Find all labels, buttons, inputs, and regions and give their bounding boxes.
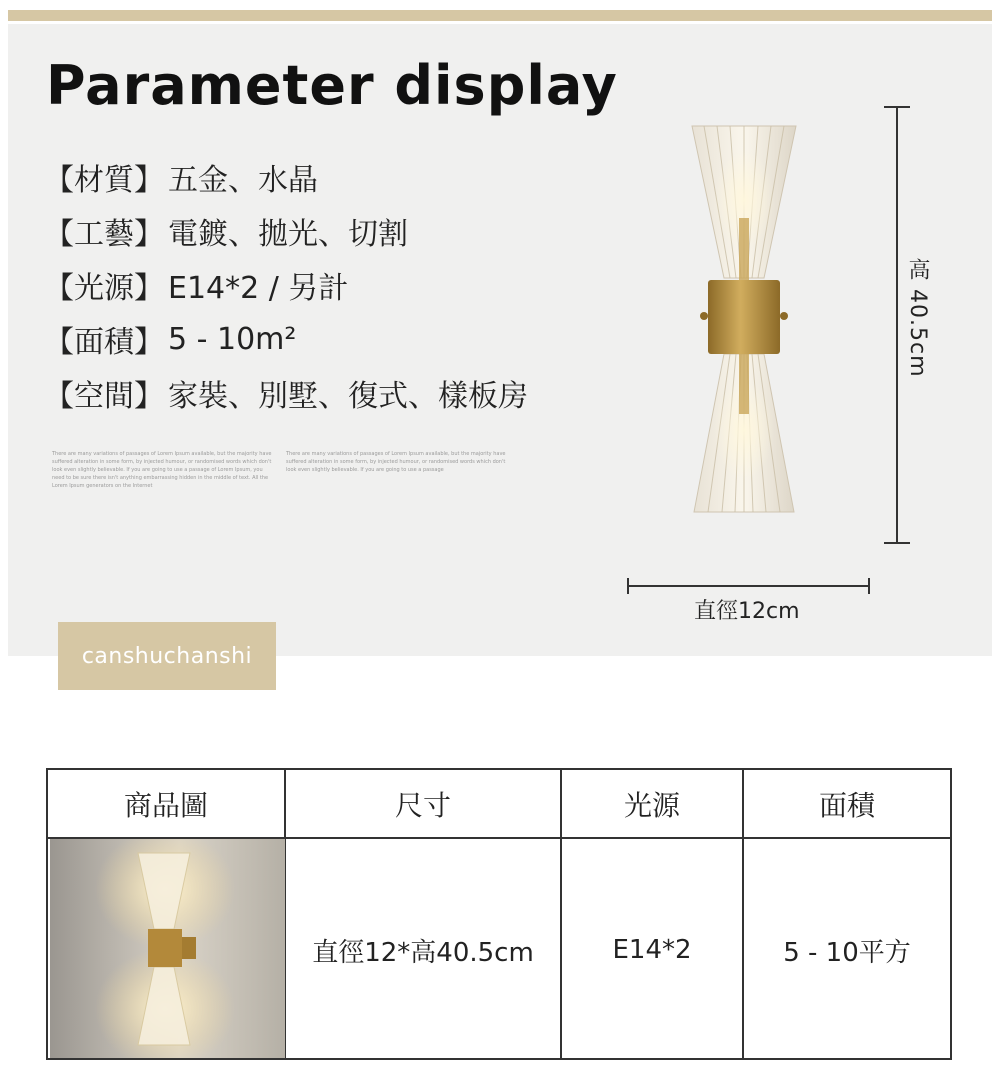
spec-row-area: [44, 312, 528, 366]
height-dimension-cap-bottom: [884, 542, 910, 544]
table-cell-size: 直徑12*高40.5cm: [312, 937, 534, 968]
spec-key: 【光源】: [44, 271, 164, 306]
spec-value: 家裝、別墅、復式、樣板房: [168, 379, 528, 414]
spec-key: 【面積】: [44, 325, 164, 360]
spec-row-space: [44, 366, 528, 420]
wall-lamp-illustration: [684, 120, 804, 518]
diameter-dimension-line: [628, 585, 870, 587]
spec-key: 【材質】: [44, 163, 164, 198]
filler-text-column-2: There are many variations of passages of Lorem Ipsum available, but the majority have suffered alteration in some form, by injected humour, or randomised words which don't look even slightly believable. If you are going to use a passage: [286, 451, 506, 473]
diameter-dimension-label: 直徑12cm: [694, 599, 800, 624]
brand-badge: [58, 622, 276, 690]
page-title: Parameter display: [46, 54, 618, 117]
top-accent-bar: [8, 10, 992, 21]
table-header-area: 面積: [818, 789, 875, 822]
spec-value: E14*2 / 另計: [168, 271, 349, 306]
filler-text-column-1: There are many variations of passages of Lorem Ipsum available, but the majority have suffered alteration in some form, by injected humour, or randomised words which don't look even slightly believable. If you are going to use a passage of Lorem Ipsum, you need to be sure there isn't anything embarrassing hidden in the middle of text. All the Lorem Ipsum generators on the Internet: [52, 451, 272, 489]
spec-row-light-source: [44, 258, 528, 312]
spec-row-material: [44, 150, 528, 204]
spec-row-craft: [44, 204, 528, 258]
spec-list: [44, 150, 528, 420]
table-header-light: 光源: [623, 789, 680, 822]
product-photo-lamp: [50, 839, 285, 1058]
table-header-size: 尺寸: [394, 789, 451, 822]
spec-key: 【工藝】: [44, 217, 164, 252]
spec-value: 5 - 10m²: [168, 321, 297, 357]
diameter-dimension-cap-right: [868, 578, 870, 594]
table-cell-area: 5 - 10平方: [783, 937, 911, 968]
spec-key: 【空間】: [44, 379, 164, 414]
brand-badge-label: canshuchanshi: [81, 643, 253, 669]
height-dimension-label: 高 40.5cm: [905, 258, 930, 378]
spec-value: 五金、水晶: [168, 163, 318, 198]
product-thumbnail: [50, 839, 285, 1058]
table-header-image: 商品圖: [123, 789, 208, 822]
spec-value: 電鍍、拋光、切割: [168, 217, 408, 252]
product-table: [46, 768, 952, 1060]
table-cell-light: E14*2: [612, 935, 692, 965]
height-dimension-line: [896, 108, 898, 544]
